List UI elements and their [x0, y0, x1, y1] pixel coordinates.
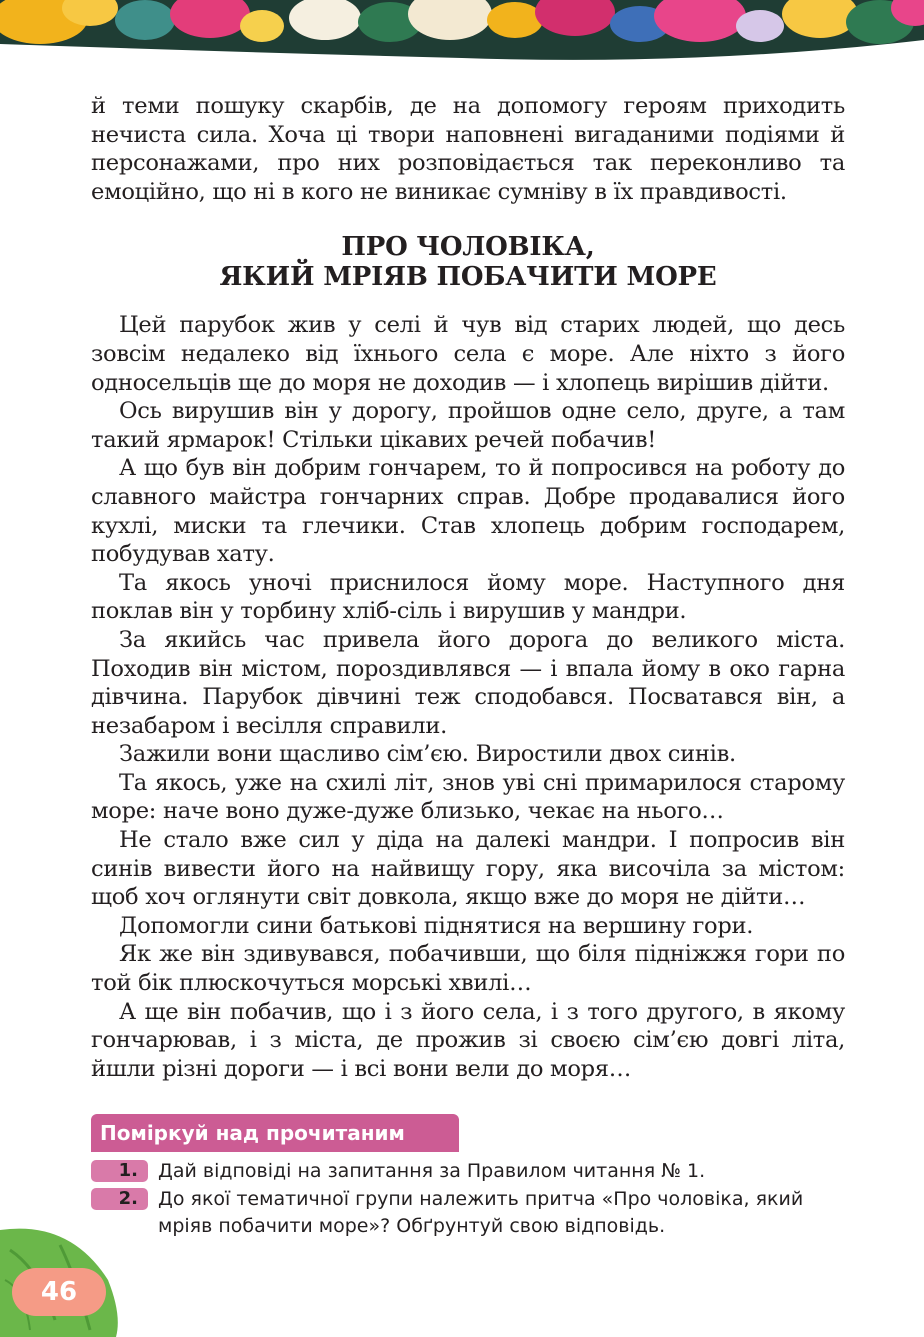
story-title-line-2: ЯКИЙ МРІЯВ ПОБАЧИТИ МОРЕ	[219, 262, 717, 293]
story-paragraph: Як же він здивувався, побачивши, що біля підніжжя гори по той бік плюскочуться морські хвилі…	[91, 941, 845, 997]
story-paragraph: За якийсь час привела його дорога до великого міста. Походив він містом, пороздивлявся — і впала йому в око гарна дівчина. Парубок дівчині теж сподобався. Посватався він, а незабаром і весілля справили.	[91, 626, 845, 739]
story-paragraph: Допомогли сини батькові піднятися на вершину гори.	[119, 912, 754, 939]
page-number: 46	[12, 1268, 106, 1316]
story-paragraph: Та якось уночі приснилося йому море. Наступного дня поклав він у торбину хліб-сіль і вирушив у мандри.	[91, 569, 845, 625]
flower-banner-illustration	[0, 0, 924, 62]
story-paragraph: Цей парубок жив у селі й чув від старих людей, що десь зовсім недалеко від їхнього села є море. Але ніхто з його односельців ще до моря не доходив — і хлопець вирішив дійти.	[91, 312, 845, 396]
intro-paragraph: й теми пошуку скарбів, де на допомогу героям приходить нечиста сила. Хоча ці твори наповнені вигаданими подіями й персонажами, про них розповідається так переконливо та емоційно, що ні в кого не виникає сумніву в їх правдивості.	[91, 93, 845, 205]
question-number-badge: 2.	[91, 1188, 148, 1210]
story-paragraph: А ще він побачив, що і з його села, і з того другого, в якому гончарював, і з міста, де прожив зі своєю сім’єю довгі літа, йшли різні дороги — і всі вони вели до моря…	[91, 998, 845, 1082]
story-paragraph: Та якось, уже на схилі літ, знов уві сні примарилося старому море: наче воно дуже-дуже близько, чекає на нього…	[91, 769, 845, 825]
story-title	[91, 232, 845, 292]
story-title-line-1: ПРО ЧОЛОВІКА,	[341, 232, 595, 263]
story-paragraph: Зажили вони щасливо сім’єю. Виростили двох синів.	[119, 741, 736, 768]
question-text: Дай відповіді на запитання за Правилом читання № 1.	[158, 1160, 706, 1182]
page-text	[91, 92, 845, 1083]
story-paragraph: Ось вирушив він у дорогу, пройшов одне село, друге, а там такий ярмарок! Стільки цікавих речей побачив!	[91, 398, 845, 453]
exercise-header: Поміркуй над прочитаним	[91, 1114, 459, 1152]
story-paragraph: Не стало вже сил у діда на далекі мандри. І попросив він синів вивести його на найвищу гору, яка височіла за містом: щоб хоч оглянути світ довкола, якщо вже до моря не дійти…	[91, 827, 845, 911]
question-text: До якої тематичної групи належить притча «Про чоловіка, який мріяв побачити море»? Обґрунтуй свою відповідь.	[158, 1188, 804, 1237]
story-paragraph: А що був він добрим гончарем, то й попросився на роботу до славного майстра гончарних справ. Добре продавалися його кухлі, миски та глечики. Став хлопець добрим господарем, побудував хату.	[91, 455, 845, 568]
flower-banner	[0, 0, 924, 62]
question-number-badge: 1.	[91, 1160, 148, 1182]
question-item	[91, 1186, 851, 1240]
question-item	[91, 1158, 851, 1185]
